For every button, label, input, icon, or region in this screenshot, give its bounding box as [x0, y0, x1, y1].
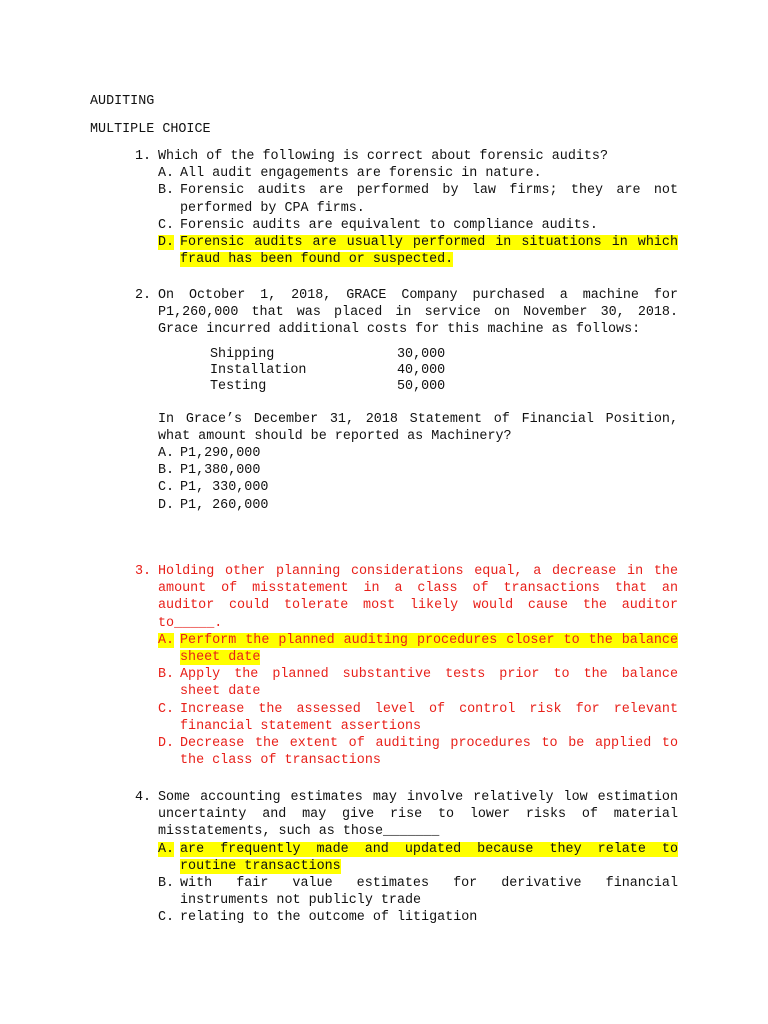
question-3	[135, 563, 678, 769]
option-b	[158, 666, 678, 700]
option-text: All audit engagements are forensic in nature.	[180, 166, 542, 182]
option-text: P1,290,000	[180, 446, 261, 462]
option-d-correct	[158, 234, 678, 268]
options-list	[158, 632, 678, 770]
option-letter: A.	[158, 166, 175, 182]
option-d	[158, 735, 678, 769]
option-text: Decrease the extent of auditing procedures to be applied to the class of transactions	[180, 736, 678, 769]
cost-amount: 40,000	[397, 362, 446, 378]
option-a	[158, 445, 678, 462]
cost-row	[210, 379, 445, 395]
option-text: P1, 260,000	[180, 497, 269, 513]
cost-label: Shipping	[210, 346, 275, 362]
option-a-correct	[158, 632, 678, 666]
option-text-highlighted: are frequently made and updated because they relate to routine transactions	[180, 841, 678, 874]
question-followup: In Grace’s December 31, 2018 Statement of Financial Position, what amount should be reported as Machinery?	[158, 411, 678, 444]
option-letter: D.	[158, 235, 175, 251]
cost-amount: 30,000	[397, 346, 446, 362]
option-b	[158, 875, 678, 909]
option-text: Forensic audits are equivalent to compliance audits.	[180, 217, 598, 233]
question-number: 4.	[135, 790, 152, 805]
option-text: P1,380,000	[180, 463, 261, 479]
question-text: Some accounting estimates may involve relatively low estimation uncertainty and may give rise to lower risks of material misstatements, such as those_______	[158, 790, 678, 840]
options-list	[158, 841, 678, 927]
cost-label: Testing	[210, 378, 267, 394]
question-2	[135, 287, 678, 514]
option-text-highlighted: Perform the planned auditing procedures closer to the balance sheet date	[180, 632, 678, 666]
option-letter: C.	[158, 217, 175, 233]
question-4	[135, 789, 678, 927]
option-c	[158, 701, 678, 735]
option-letter: C.	[158, 910, 175, 926]
option-a	[158, 165, 678, 182]
option-letter: B.	[158, 183, 175, 199]
option-c	[158, 217, 678, 234]
option-text: Apply the planned substantive tests prior to the balance sheet date	[180, 667, 678, 700]
option-text: Increase the assessed level of control risk for relevant financial statement assertions	[180, 701, 678, 734]
option-letter: B.	[158, 667, 175, 683]
cost-row	[210, 363, 445, 379]
option-c	[158, 479, 678, 496]
cost-amount: 50,000	[397, 378, 446, 394]
cost-label: Installation	[210, 362, 307, 378]
option-letter: C.	[158, 480, 175, 496]
question-number: 1.	[135, 149, 152, 164]
question-text: Which of the following is correct about forensic audits?	[158, 149, 608, 164]
option-b	[158, 462, 678, 479]
options-list	[158, 165, 678, 268]
option-text: with fair value estimates for derivative financial instruments not publicly trade	[180, 876, 678, 909]
question-number: 3.	[135, 564, 152, 579]
cost-row	[210, 347, 445, 363]
doc-title: AUDITING	[90, 94, 155, 109]
option-text: relating to the outcome of litigation	[180, 910, 478, 926]
section-heading: MULTIPLE CHOICE	[90, 122, 211, 137]
question-number: 2.	[135, 288, 152, 303]
option-letter: A.	[158, 841, 175, 857]
option-text: Forensic audits are performed by law firms; they are not performed by CPA firms.	[180, 183, 678, 216]
option-letter: B.	[158, 463, 175, 479]
options-list	[158, 445, 678, 514]
option-d	[158, 497, 678, 514]
option-c	[158, 909, 678, 926]
option-letter: A.	[158, 446, 175, 462]
question-text: On October 1, 2018, GRACE Company purchased a machine for P1,260,000 that was placed in service on November 30, 2018. Grace incurred additional costs for this machine as follows:	[158, 288, 678, 338]
additional-costs-table	[210, 347, 445, 395]
option-letter: C.	[158, 701, 175, 717]
question-text: Holding other planning considerations equal, a decrease in the amount of misstatement in a class of transactions that an auditor could tolerate most likely would cause the auditor to_____.	[158, 564, 678, 631]
question-1	[135, 148, 678, 268]
option-letter: B.	[158, 876, 175, 892]
option-b	[158, 182, 678, 216]
option-letter: D.	[158, 497, 175, 513]
option-a-correct	[158, 841, 678, 875]
option-text-highlighted: Forensic audits are usually performed in situations in which fraud has been found or suspected.	[180, 235, 678, 268]
option-text: P1, 330,000	[180, 480, 269, 496]
option-letter: A.	[158, 632, 175, 648]
option-letter: D.	[158, 736, 175, 752]
